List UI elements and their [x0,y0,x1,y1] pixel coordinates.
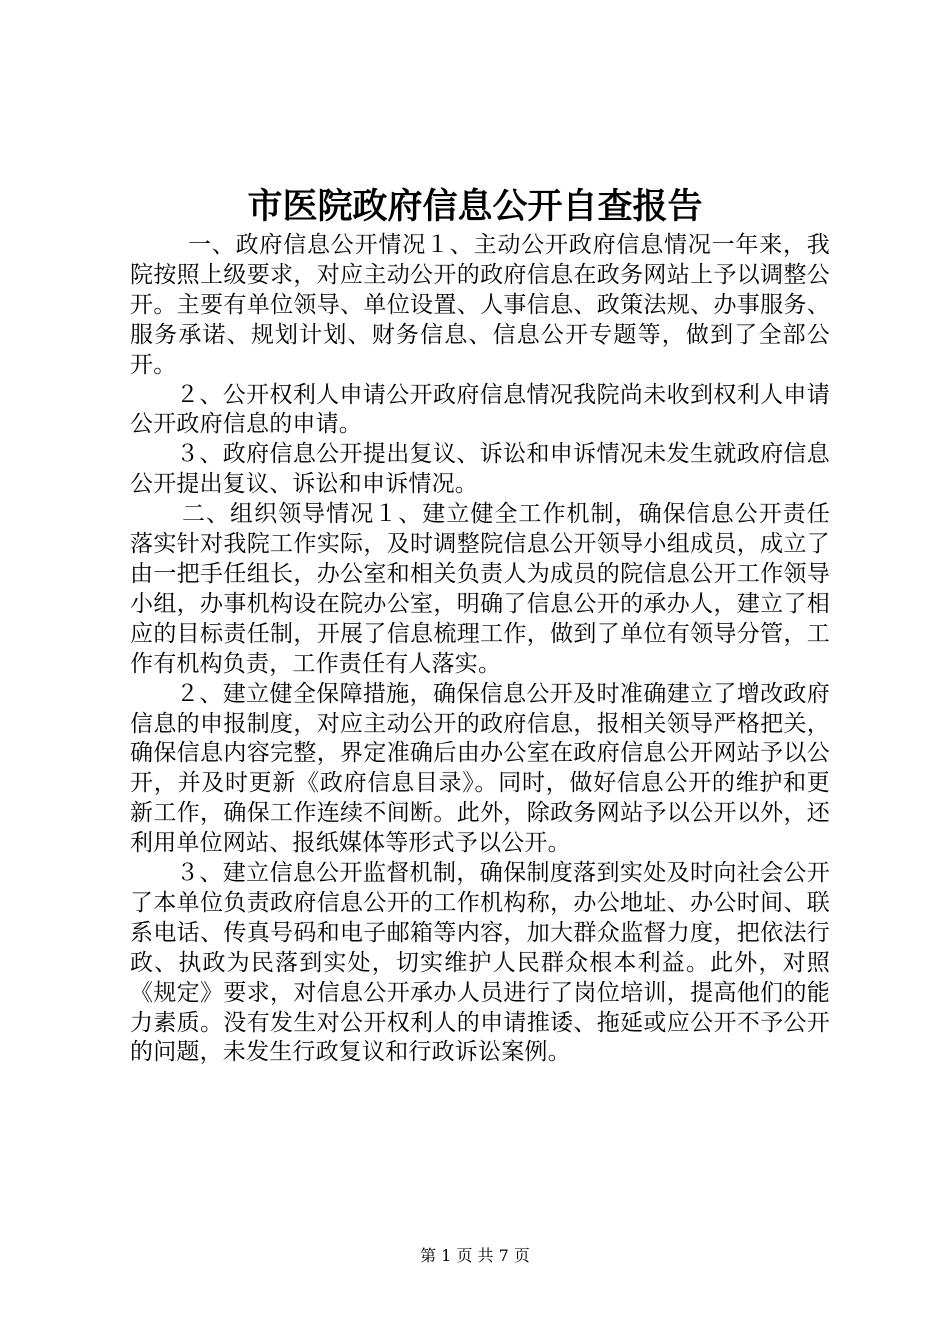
paragraph-section-2-item-2: ２、建立健全保障措施，确保信息公开及时准确建立了增改政府信息的申报制度，对应主动公开的政府信息，报相关领导严格把关，确保信息内容完整，界定准确后由办公室在政府信息公开网站予以公开，并及时更新《政府信息目录》。同时，做好信息公开的维护和更新工作，确保工作连续不间断。此外，除政务网站予以公开以外，还利用单位网站、报纸媒体等形式予以公开。 [130,680,830,857]
document-title: 市医院政府信息公开自查报告 [247,186,703,227]
paragraph-section-1: 一、政府信息公开情况１、主动公开政府信息情况一年来，我院按照上级要求，对应主动公开的政府信息在政务网站上予以调整公开。主要有单位领导、单位设置、人事信息、政策法规、办事服务、服务承诺、规划计划、财务信息、信息公开专题等，做到了全部公开。 [130,232,830,378]
paragraph-section-1-item-2: ２、公开权利人申请公开政府信息情况我院尚未收到权利人申请公开政府信息的申请。 [130,381,830,438]
document-body [130,231,830,1068]
paragraph-section-2: 二、组织领导情况１、建立健全工作机制，确保信息公开责任落实针对我院工作实际，及时调整院信息公开领导小组成员，成立了由一把手任组长，办公室和相关负责人为成员的院信息公开工作领导小组，办事机构设在院办公室，明确了信息公开的承办人，建立了相应的目标责任制，开展了信息梳理工作，做到了单位有领导分管，工作有机构负责，工作责任有人落实。 [130,501,830,677]
paragraph-section-1-item-3: ３、政府信息公开提出复议、诉讼和申诉情况未发生就政府信息公开提出复议、诉讼和申诉情况。 [130,441,830,498]
page-number-footer: 第 1 页 共 7 页 [420,1246,530,1265]
paragraph-section-2-item-3: ３、建立信息公开监督机制，确保制度落到实处及时向社会公开了本单位负责政府信息公开的工作机构称，办公地址、办公时间、联系电话、传真号码和电子邮箱等内容，加大群众监督力度，把依法行政、执政为民落到实处，切实维护人民群众根本利益。此外，对照《规定》要求，对信息公开承办人员进行了岗位培训，提高他们的能力素质。没有发生对公开权利人的申请推诿、拖延或应公开不予公开的问题，未发生行政复议和行政诉讼案例。 [130,860,830,1066]
